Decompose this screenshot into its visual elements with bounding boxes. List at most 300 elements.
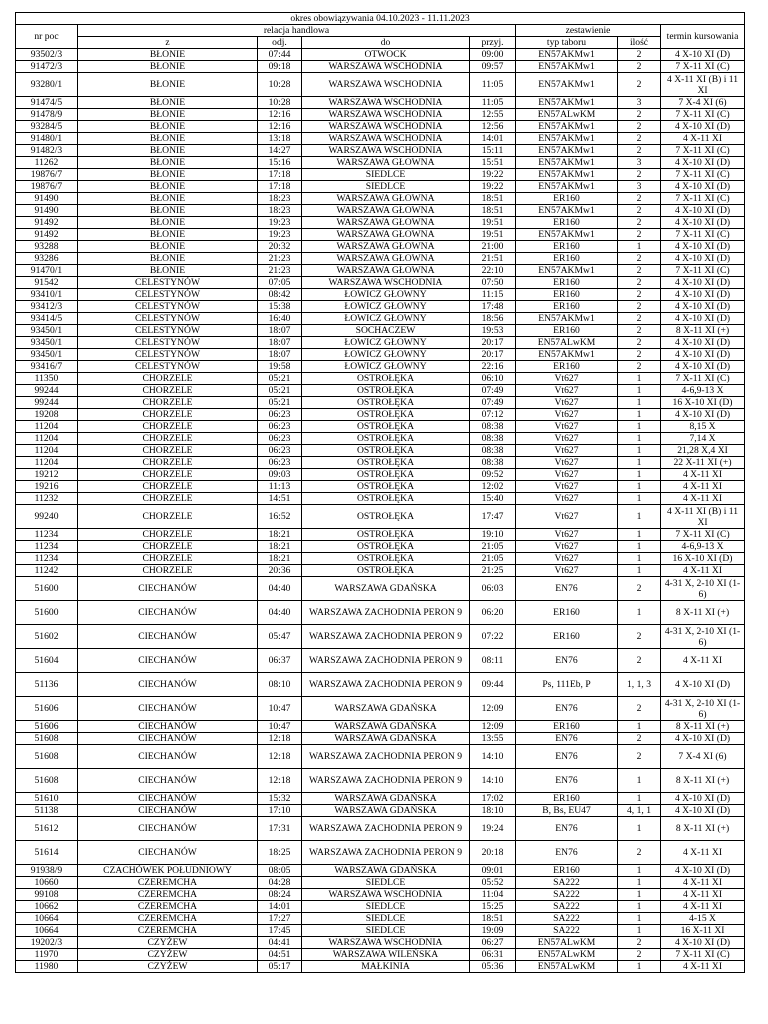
arrival-time: 15:51 [470,157,516,169]
arrival-time: 21:25 [470,565,516,577]
arrival-time: 06:27 [470,937,516,949]
table-row [16,157,745,169]
table-row [16,445,745,457]
table-row [16,457,745,469]
unit-count: 2 [618,193,661,205]
table-row [16,541,745,553]
rolling-stock-type: EN76 [516,697,618,721]
rolling-stock-type: EN57AKMw1 [516,157,618,169]
arrival-time: 19:24 [470,817,516,841]
header-quantity: ilość [618,37,661,49]
arrival-time: 21:00 [470,241,516,253]
table-row [16,265,745,277]
train-number: 10660 [16,877,78,889]
arrival-time: 09:44 [470,673,516,697]
unit-count: 2 [618,277,661,289]
operating-dates: 4 X-11 XI [661,493,745,505]
arrival-time: 14:01 [470,133,516,145]
rolling-stock-type: EN57ALwKM [516,937,618,949]
destination-station: MAŁKINIA [302,961,470,973]
operating-dates: 7 X-11 XI (C) [661,949,745,961]
table-row [16,385,745,397]
operating-dates: 4 X-11 XI [661,889,745,901]
train-number: 93284/5 [16,121,78,133]
origin-station: CHORZELE [78,433,258,445]
table-row [16,721,745,733]
departure-time: 17:18 [258,181,302,193]
departure-time: 18:25 [258,841,302,865]
origin-station: CHORZELE [78,421,258,433]
unit-count: 1 [618,241,661,253]
origin-station: CHORZELE [78,553,258,565]
destination-station: SIEDLCE [302,901,470,913]
destination-station: WARSZAWA WSCHODNIA [302,121,470,133]
table-row [16,553,745,565]
operating-dates: 7 X-11 XI (C) [661,265,745,277]
unit-count: 2 [618,121,661,133]
unit-count: 1 [618,433,661,445]
table-row [16,733,745,745]
origin-station: CIECHANÓW [78,649,258,673]
train-number: 51606 [16,721,78,733]
origin-station: CIECHANÓW [78,673,258,697]
departure-time: 05:21 [258,373,302,385]
destination-station: OSTROŁĘKA [302,433,470,445]
origin-station: CIECHANÓW [78,805,258,817]
arrival-time: 12:09 [470,697,516,721]
header-nr-poc: nr poc [16,25,78,49]
unit-count: 2 [618,733,661,745]
origin-station: CIECHANÓW [78,697,258,721]
operating-dates: 7 X-11 XI (C) [661,145,745,157]
operating-dates: 4 X-11 XI [661,565,745,577]
arrival-time: 08:38 [470,433,516,445]
destination-station: WARSZAWA GŁOWNA [302,229,470,241]
departure-time: 09:03 [258,469,302,481]
operating-dates: 7 X-11 XI (C) [661,109,745,121]
unit-count: 1 [618,817,661,841]
origin-station: CELESTYNÓW [78,325,258,337]
table-row [16,925,745,937]
arrival-time: 18:56 [470,313,516,325]
table-row [16,421,745,433]
departure-time: 04:41 [258,937,302,949]
destination-station: OSTROŁĘKA [302,469,470,481]
operating-dates: 16 X-10 XI (D) [661,553,745,565]
table-row [16,529,745,541]
train-number: 93412/3 [16,301,78,313]
unit-count: 1 [618,457,661,469]
arrival-time: 17:48 [470,301,516,313]
header-arrival: przyj. [470,37,516,49]
departure-time: 13:18 [258,133,302,145]
origin-station: CZEREMCHA [78,877,258,889]
train-number: 11204 [16,445,78,457]
train-number: 91482/3 [16,145,78,157]
rolling-stock-type: EN57AKMw1 [516,205,618,217]
destination-station: SIEDLCE [302,877,470,889]
table-row [16,949,745,961]
table-row [16,373,745,385]
rolling-stock-type: EN76 [516,817,618,841]
departure-time: 12:16 [258,109,302,121]
operating-dates: 7 X-11 XI (C) [661,169,745,181]
departure-time: 18:23 [258,205,302,217]
rolling-stock-type: Vt627 [516,457,618,469]
train-number: 91470/1 [16,265,78,277]
arrival-time: 12:02 [470,481,516,493]
rolling-stock-type: EN76 [516,649,618,673]
train-number: 93416/7 [16,361,78,373]
rolling-stock-type: Vt627 [516,433,618,445]
rolling-stock-type: Ps, 111Eb, P [516,673,618,697]
origin-station: CIECHANÓW [78,793,258,805]
destination-station: OSTROŁĘKA [302,397,470,409]
train-number: 10664 [16,913,78,925]
departure-time: 16:52 [258,505,302,529]
departure-time: 04:51 [258,949,302,961]
departure-time: 19:58 [258,361,302,373]
train-number: 51602 [16,625,78,649]
origin-station: CHORZELE [78,457,258,469]
departure-time: 04:28 [258,877,302,889]
arrival-time: 18:10 [470,805,516,817]
header-termin: termin kursowania [661,25,745,49]
origin-station: CELESTYNÓW [78,277,258,289]
train-number: 93288 [16,241,78,253]
origin-station: CIECHANÓW [78,841,258,865]
train-number: 11204 [16,457,78,469]
rolling-stock-type: Vt627 [516,481,618,493]
unit-count: 1, 1, 3 [618,673,661,697]
destination-station: WARSZAWA GŁOWNA [302,253,470,265]
table-row [16,181,745,193]
origin-station: BŁONIE [78,181,258,193]
departure-time: 18:07 [258,337,302,349]
rolling-stock-type: Vt627 [516,505,618,529]
rolling-stock-type: EN57AKMw1 [516,133,618,145]
origin-station: BŁONIE [78,253,258,265]
departure-time: 05:17 [258,961,302,973]
train-number: 99244 [16,397,78,409]
arrival-time: 06:03 [470,577,516,601]
train-number: 19216 [16,481,78,493]
rolling-stock-type: Vt627 [516,469,618,481]
table-row [16,889,745,901]
destination-station: OTWOCK [302,49,470,61]
destination-station: WARSZAWA GDAŃSKA [302,577,470,601]
origin-station: BŁONIE [78,169,258,181]
operating-dates: 16 X-10 XI (D) [661,397,745,409]
destination-station: ŁOWICZ GŁOWNY [302,313,470,325]
operating-dates: 4 X-11 XI [661,649,745,673]
departure-time: 15:38 [258,301,302,313]
unit-count: 1 [618,421,661,433]
origin-station: CELESTYNÓW [78,349,258,361]
group-header-row [16,25,745,37]
arrival-time: 11:05 [470,73,516,97]
origin-station: BŁONIE [78,265,258,277]
rolling-stock-type: ER160 [516,241,618,253]
table-row [16,229,745,241]
origin-station: BŁONIE [78,241,258,253]
departure-time: 09:18 [258,61,302,73]
origin-station: BŁONIE [78,97,258,109]
destination-station: OSTROŁĘKA [302,421,470,433]
unit-count: 2 [618,949,661,961]
destination-station: WARSZAWA GDAŃSKA [302,793,470,805]
train-number: 51138 [16,805,78,817]
rolling-stock-type: ER160 [516,253,618,265]
train-number: 51606 [16,697,78,721]
unit-count: 2 [618,577,661,601]
operating-dates: 4 X-11 XI [661,877,745,889]
departure-time: 14:27 [258,145,302,157]
table-row [16,169,745,181]
table-row [16,73,745,97]
arrival-time: 07:50 [470,277,516,289]
departure-time: 18:07 [258,349,302,361]
table-row [16,109,745,121]
train-number: 93286 [16,253,78,265]
origin-station: BŁONIE [78,205,258,217]
departure-time: 10:47 [258,721,302,733]
train-number: 91490 [16,193,78,205]
origin-station: BŁONIE [78,145,258,157]
unit-count: 2 [618,337,661,349]
rolling-stock-type: ER160 [516,193,618,205]
arrival-time: 20:18 [470,841,516,865]
destination-station: WARSZAWA GŁOWNA [302,193,470,205]
destination-station: OSTROŁĘKA [302,553,470,565]
table-row [16,433,745,445]
table-row [16,877,745,889]
table-row [16,349,745,361]
origin-station: CIECHANÓW [78,817,258,841]
destination-station: WARSZAWA GŁOWNA [302,265,470,277]
departure-time: 06:23 [258,433,302,445]
rolling-stock-type: EN57AKMw1 [516,229,618,241]
destination-station: OSTROŁĘKA [302,373,470,385]
destination-station: WARSZAWA WSCHODNIA [302,97,470,109]
train-number: 93280/1 [16,73,78,97]
rolling-stock-type: ER160 [516,289,618,301]
origin-station: BŁONIE [78,121,258,133]
rolling-stock-type: EN57AKMw1 [516,97,618,109]
origin-station: BŁONIE [78,73,258,97]
operating-dates: 7 X-11 XI (C) [661,529,745,541]
departure-time: 21:23 [258,253,302,265]
operating-dates: 4 X-10 XI (D) [661,289,745,301]
origin-station: BŁONIE [78,157,258,169]
destination-station: WARSZAWA WILEŃSKA [302,949,470,961]
departure-time: 06:23 [258,457,302,469]
unit-count: 2 [618,745,661,769]
arrival-time: 07:49 [470,385,516,397]
operating-dates: 7,14 X [661,433,745,445]
train-number: 91478/9 [16,109,78,121]
header-zestawienie: zestawienie [516,25,661,37]
period-row [16,13,745,25]
table-row [16,313,745,325]
departure-time: 12:18 [258,769,302,793]
destination-station: WARSZAWA ZACHODNIA PERON 9 [302,625,470,649]
train-number: 11980 [16,961,78,973]
arrival-time: 13:55 [470,733,516,745]
arrival-time: 09:00 [470,49,516,61]
unit-count: 2 [618,313,661,325]
train-number: 11242 [16,565,78,577]
destination-station: WARSZAWA WSCHODNIA [302,937,470,949]
rolling-stock-type: ER160 [516,325,618,337]
unit-count: 2 [618,169,661,181]
destination-station: OSTROŁĘKA [302,505,470,529]
departure-time: 10:28 [258,97,302,109]
origin-station: CHORZELE [78,493,258,505]
departure-time: 15:32 [258,793,302,805]
train-number: 11262 [16,157,78,169]
departure-time: 05:21 [258,385,302,397]
destination-station: OSTROŁĘKA [302,445,470,457]
rolling-stock-type: ER160 [516,277,618,289]
operating-dates: 4-31 X, 2-10 XI (1-6) [661,697,745,721]
arrival-time: 19:51 [470,229,516,241]
rolling-stock-type: SA222 [516,877,618,889]
departure-time: 12:16 [258,121,302,133]
operating-dates: 4 X-11 XI (B) i 11 XI [661,73,745,97]
train-number: 91490 [16,205,78,217]
arrival-time: 22:16 [470,361,516,373]
operating-dates: 4 X-10 XI (D) [661,793,745,805]
train-number: 51608 [16,745,78,769]
unit-count: 2 [618,325,661,337]
rolling-stock-type: SA222 [516,925,618,937]
rolling-stock-type: EN57AKMw1 [516,145,618,157]
unit-count: 2 [618,697,661,721]
unit-count: 3 [618,181,661,193]
operating-dates: 4-6,9-13 X [661,385,745,397]
train-number: 11232 [16,493,78,505]
rolling-stock-type: Vt627 [516,397,618,409]
train-number: 19876/7 [16,181,78,193]
arrival-time: 14:10 [470,769,516,793]
departure-time: 20:32 [258,241,302,253]
destination-station: WARSZAWA WSCHODNIA [302,133,470,145]
destination-station: ŁOWICZ GŁOWNY [302,337,470,349]
header-departure: odj. [258,37,302,49]
unit-count: 1 [618,889,661,901]
arrival-time: 20:17 [470,337,516,349]
unit-count: 4, 1, 1 [618,805,661,817]
rolling-stock-type: EN76 [516,745,618,769]
operating-dates: 7 X-4 XI (6) [661,745,745,769]
arrival-time: 07:22 [470,625,516,649]
table-row [16,481,745,493]
arrival-time: 20:17 [470,349,516,361]
header-to: do [302,37,470,49]
arrival-time: 19:10 [470,529,516,541]
schedule-table [15,12,745,973]
unit-count: 1 [618,925,661,937]
departure-time: 18:23 [258,193,302,205]
operating-dates: 8 X-11 XI (+) [661,817,745,841]
rolling-stock-type: EN57AKMw1 [516,313,618,325]
destination-station: WARSZAWA GDAŃSKA [302,865,470,877]
unit-count: 1 [618,409,661,421]
departure-time: 19:23 [258,229,302,241]
unit-count: 1 [618,901,661,913]
rolling-stock-type: EN57AKMw1 [516,181,618,193]
unit-count: 2 [618,349,661,361]
arrival-time: 15:25 [470,901,516,913]
departure-time: 08:42 [258,289,302,301]
destination-station: ŁOWICZ GŁOWNY [302,289,470,301]
destination-station: WARSZAWA ZACHODNIA PERON 9 [302,601,470,625]
rolling-stock-type: Vt627 [516,529,618,541]
table-row [16,325,745,337]
schedule-rows [16,49,745,973]
arrival-time: 09:01 [470,865,516,877]
rolling-stock-type: ER160 [516,865,618,877]
rolling-stock-type: EN76 [516,841,618,865]
origin-station: CIECHANÓW [78,625,258,649]
operating-dates: 4 X-10 XI (D) [661,937,745,949]
column-header-row [16,37,745,49]
header-relacja: relacja handlowa [78,25,516,37]
operating-dates: 4 X-11 XI [661,961,745,973]
origin-station: CHORZELE [78,373,258,385]
origin-station: CELESTYNÓW [78,289,258,301]
unit-count: 1 [618,961,661,973]
train-number: 91492 [16,217,78,229]
table-row [16,49,745,61]
train-number: 19208 [16,409,78,421]
unit-count: 2 [618,289,661,301]
table-row [16,145,745,157]
departure-time: 21:23 [258,265,302,277]
departure-time: 18:07 [258,325,302,337]
unit-count: 2 [618,205,661,217]
destination-station: SIEDLCE [302,925,470,937]
arrival-time: 22:10 [470,265,516,277]
table-row [16,133,745,145]
unit-count: 2 [618,301,661,313]
table-row [16,397,745,409]
train-number: 99108 [16,889,78,901]
rolling-stock-type: B, Bs, EU47 [516,805,618,817]
unit-count: 3 [618,97,661,109]
origin-station: BŁONIE [78,109,258,121]
train-number: 10662 [16,901,78,913]
train-number: 19212 [16,469,78,481]
rolling-stock-type: SA222 [516,913,618,925]
destination-station: OSTROŁĘKA [302,409,470,421]
destination-station: WARSZAWA WSCHODNIA [302,109,470,121]
origin-station: CHORZELE [78,385,258,397]
arrival-time: 07:49 [470,397,516,409]
arrival-time: 15:11 [470,145,516,157]
departure-time: 15:16 [258,157,302,169]
departure-time: 06:23 [258,421,302,433]
arrival-time: 21:51 [470,253,516,265]
origin-station: CZYŻEW [78,949,258,961]
table-row [16,577,745,601]
arrival-time: 19:53 [470,325,516,337]
table-row [16,745,745,769]
origin-station: CZEREMCHA [78,889,258,901]
unit-count: 2 [618,217,661,229]
table-row [16,193,745,205]
